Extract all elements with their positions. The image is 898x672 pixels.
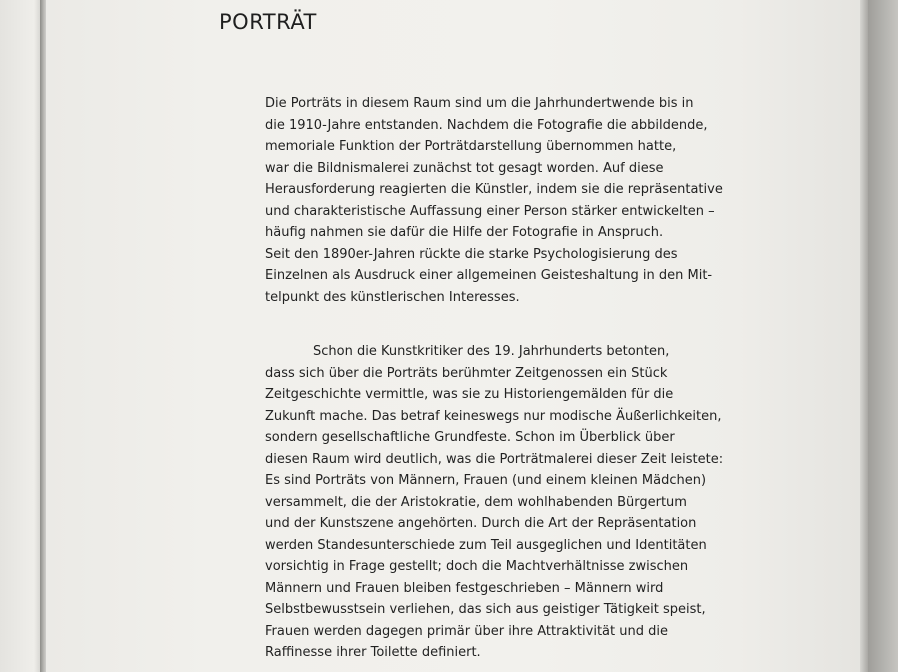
text-line: vorsichtig in Frage gestellt; doch die Machtverhältnisse zwischen [265,559,689,574]
text-line: werden Standesunterschiede zum Teil ausgeglichen und Identitäten [265,537,707,553]
paragraph-1 [265,93,723,308]
text-line: die 1910-Jahre entstanden. Nachdem die Fotografie die abbildende, [265,117,708,133]
text-line: Schon die Kunstkritiker des 19. Jahrhunderts betonten, [313,344,670,359]
text-line: sondern gesellschaftliche Grundfeste. Schon im Überblick über [265,430,675,445]
text-line: Zukunft mache. Das betraf keineswegs nur modische Äußerlichkeiten, [265,408,722,424]
text-line: telpunkt des künstlerischen Interesses. [265,289,520,305]
text-line: und charakteristische Auffassung einer Person stärker entwickelten – [265,203,715,219]
text-line: memoriale Funktion der Porträtdarstellung übernommen hatte, [265,139,677,154]
text-line: häufig nahmen sie dafür die Hilfe der Fotografie in Anspruch. [265,225,664,240]
text-line: Herausforderung reagierten die Künstler, indem sie die repräsentative [265,182,723,197]
text-line: Raffinesse ihrer Toilette definiert. [265,645,481,660]
paragraph-2 [265,341,723,664]
text-line: und der Kunstszene angehörten. Durch die Art der Repräsentation [265,516,697,531]
text-line: Männern und Frauen bleiben festgeschrieben – Männern wird [265,580,664,596]
background-right [868,0,898,672]
text-line: versammelt, die der Aristokratie, dem wohlhabenden Bürgertum [265,494,687,510]
text-line: Seit den 1890er-Jahren rückte die starke Psychologisierung des [265,246,678,262]
text-line: diesen Raum wird deutlich, was die Porträtmalerei dieser Zeit leistete: [265,451,724,467]
text-line: war die Bildnismalerei zunächst tot gesagt worden. Auf diese [265,160,664,176]
text-line: Zeitgeschichte vermittle, was sie zu Historiengemälden für die [265,387,674,402]
text-line: Einzelnen als Ausdruck einer allgemeinen Geisteshaltung in den Mit- [265,268,713,283]
text-line: Selbstbewusstsein verliehen, das sich aus geistiger Tätigkeit speist, [265,602,706,617]
text-line: dass sich über die Porträts berühmter Zeitgenossen ein Stück [265,365,668,381]
panel-edge-right [860,0,868,672]
text-line: Frauen werden dagegen primär über ihre Attraktivität und die [265,623,668,639]
text-line: Die Porträts in diesem Raum sind um die Jahrhundertwende bis in [265,96,694,111]
adjacent-panel-left [0,0,40,672]
panel-heading: PORTRÄT [219,10,317,34]
text-line: Es sind Porträts von Männern, Frauen (und einem kleinen Mädchen) [265,473,707,488]
